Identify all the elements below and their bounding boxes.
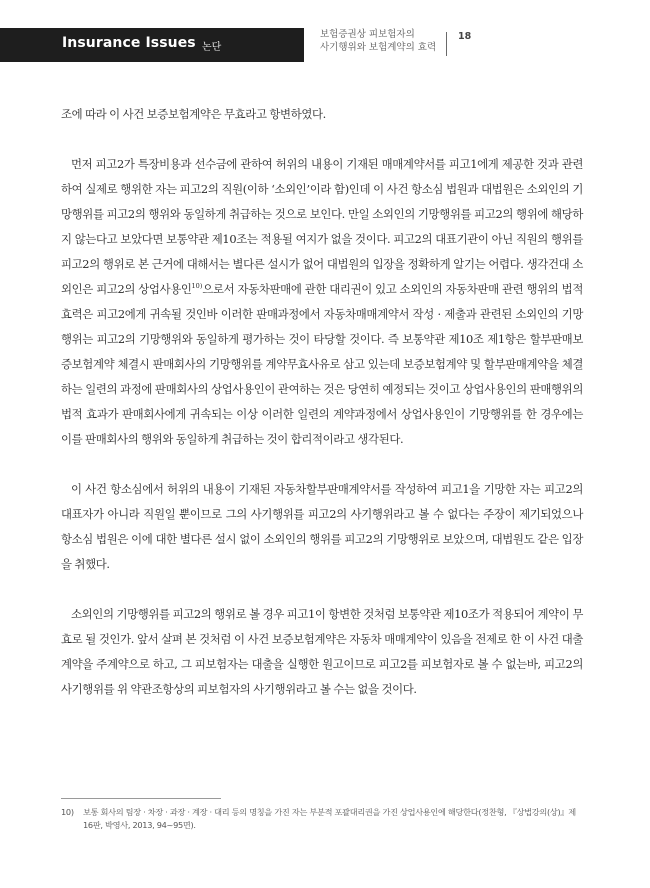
paragraph-3: 이 사건 항소심에서 허위의 내용이 기재된 자동차할부판매계약서를 작성하여 피고1을 기망한 자는 피고2의 대표자가 아니라 직원일 뿐이므로 그의 사기행위를 피고2의 사기행위라고 볼 수 없다는 주장이 제기되었으나 항소심 법원은 이에 대한 별다른 설시 없이 소외인의 행위를 피고2의 기망행위로 보았으며, 대법원도 같은 입장을 취했다.	[61, 482, 583, 571]
body-text	[61, 102, 583, 702]
paragraph-1: 조에 따라 이 사건 보증보험계약은 무효라고 항변하였다.	[61, 107, 326, 121]
article-title-line-2: 사기행위와 보험계약의 효력	[320, 42, 437, 53]
footnote-reference[interactable]: 10)	[191, 282, 203, 291]
footnote-text: 보통 회사의 팀장 · 차장 · 과장 · 계장 · 대리 등의 명칭을 가진 자는 부분적 포괄대리권을 가진 상업사용인에 해당한다(정찬형, 『상법강의(상)』제16판, 박영사, 2013, 94~95면).	[83, 807, 576, 830]
page-number: 18	[458, 31, 472, 42]
footnote-divider	[61, 798, 221, 799]
article-title	[320, 28, 436, 54]
paragraph-2: 먼저 피고2가 특장비용과 선수금에 관하여 허위의 내용이 기재된 매매계약서를 피고1에게 제공한 것과 관련하여 실제로 행위한 자는 피고2의 직원(이하 ‘소외인’이라 함)인데 이 사건 항소심 법원과 대법원은 소외인의 기망행위를 피고2의 행위와 동일하게 취급하는 것으로 보인다. 만일 소외인의 기망행위를 피고2의 행위에 해당하지 않는다고 보았다면 보통약관 제10조는 적용될 여지가 없을 것이다. 피고2의 대표기관이 아닌 직원의 행위를 피고2의 행위로 본 근거에 대해서는 별다른 설시가 없어 대법원의 입장을 정확하게 알기는 어렵다. 생각건대 소외인은 피고2의 상업사용인$^{10)}$으로서 자동차판매에 관한 대리권이 있고 소외인의 자동차판매 관련 행위의 법적 효력은 피고2에게 귀속될 것인바 이러한 판매과정에서 자동차매매계약서 작성 · 제출과 관련된 소외인의 기망행위는 피고2의 기망행위와 동일하게 평가하는 것이 타당할 것이다. 즉 보통약관 제10조 제1항은 할부판매보증보험계약 체결시 판매회사의 기망행위를 계약무효사유로 삼고 있는데 보증보험계약 및 할부판매계약을 체결하는 일련의 과정에 판매회사의 상업사용인이 관여하는 것은 당연히 예정되는 것이고 상업사용인의 판매행위의 법적 효과가 판매회사에게 귀속되는 이상 이러한 일련의 계약과정에서 상업사용인이 기망행위를 한 경우에는 이를 판매회사의 행위와 동일하게 취급하는 것이 합리적이라고 생각된다.	[61, 157, 583, 446]
footnote	[61, 806, 583, 832]
page-header	[0, 28, 650, 62]
header-bar	[0, 28, 304, 62]
journal-title: Insurance Issues	[62, 35, 196, 51]
paragraph-4: 소외인의 기망행위를 피고2의 행위로 볼 경우 피고1이 항변한 것처럼 보통약관 제10조가 적용되어 계약이 무효로 될 것인가. 앞서 살펴 본 것처럼 이 사건 보증보험계약은 자동차 매매계약이 있음을 전제로 한 이 사건 대출계약을 주계약으로 하고, 그 피보험자는 대출을 실행한 원고이므로 피고2를 피보험자로 볼 수 없는바, 피고2의 사기행위를 위 약관조항상의 피보험자의 사기행위라고 볼 수는 없을 것이다.	[61, 607, 583, 696]
header-divider	[446, 32, 447, 56]
article-title-line-1: 보험증권상 피보험자의	[320, 29, 415, 40]
footnote-number: 10)	[61, 807, 74, 817]
section-label: 논단	[202, 42, 222, 53]
